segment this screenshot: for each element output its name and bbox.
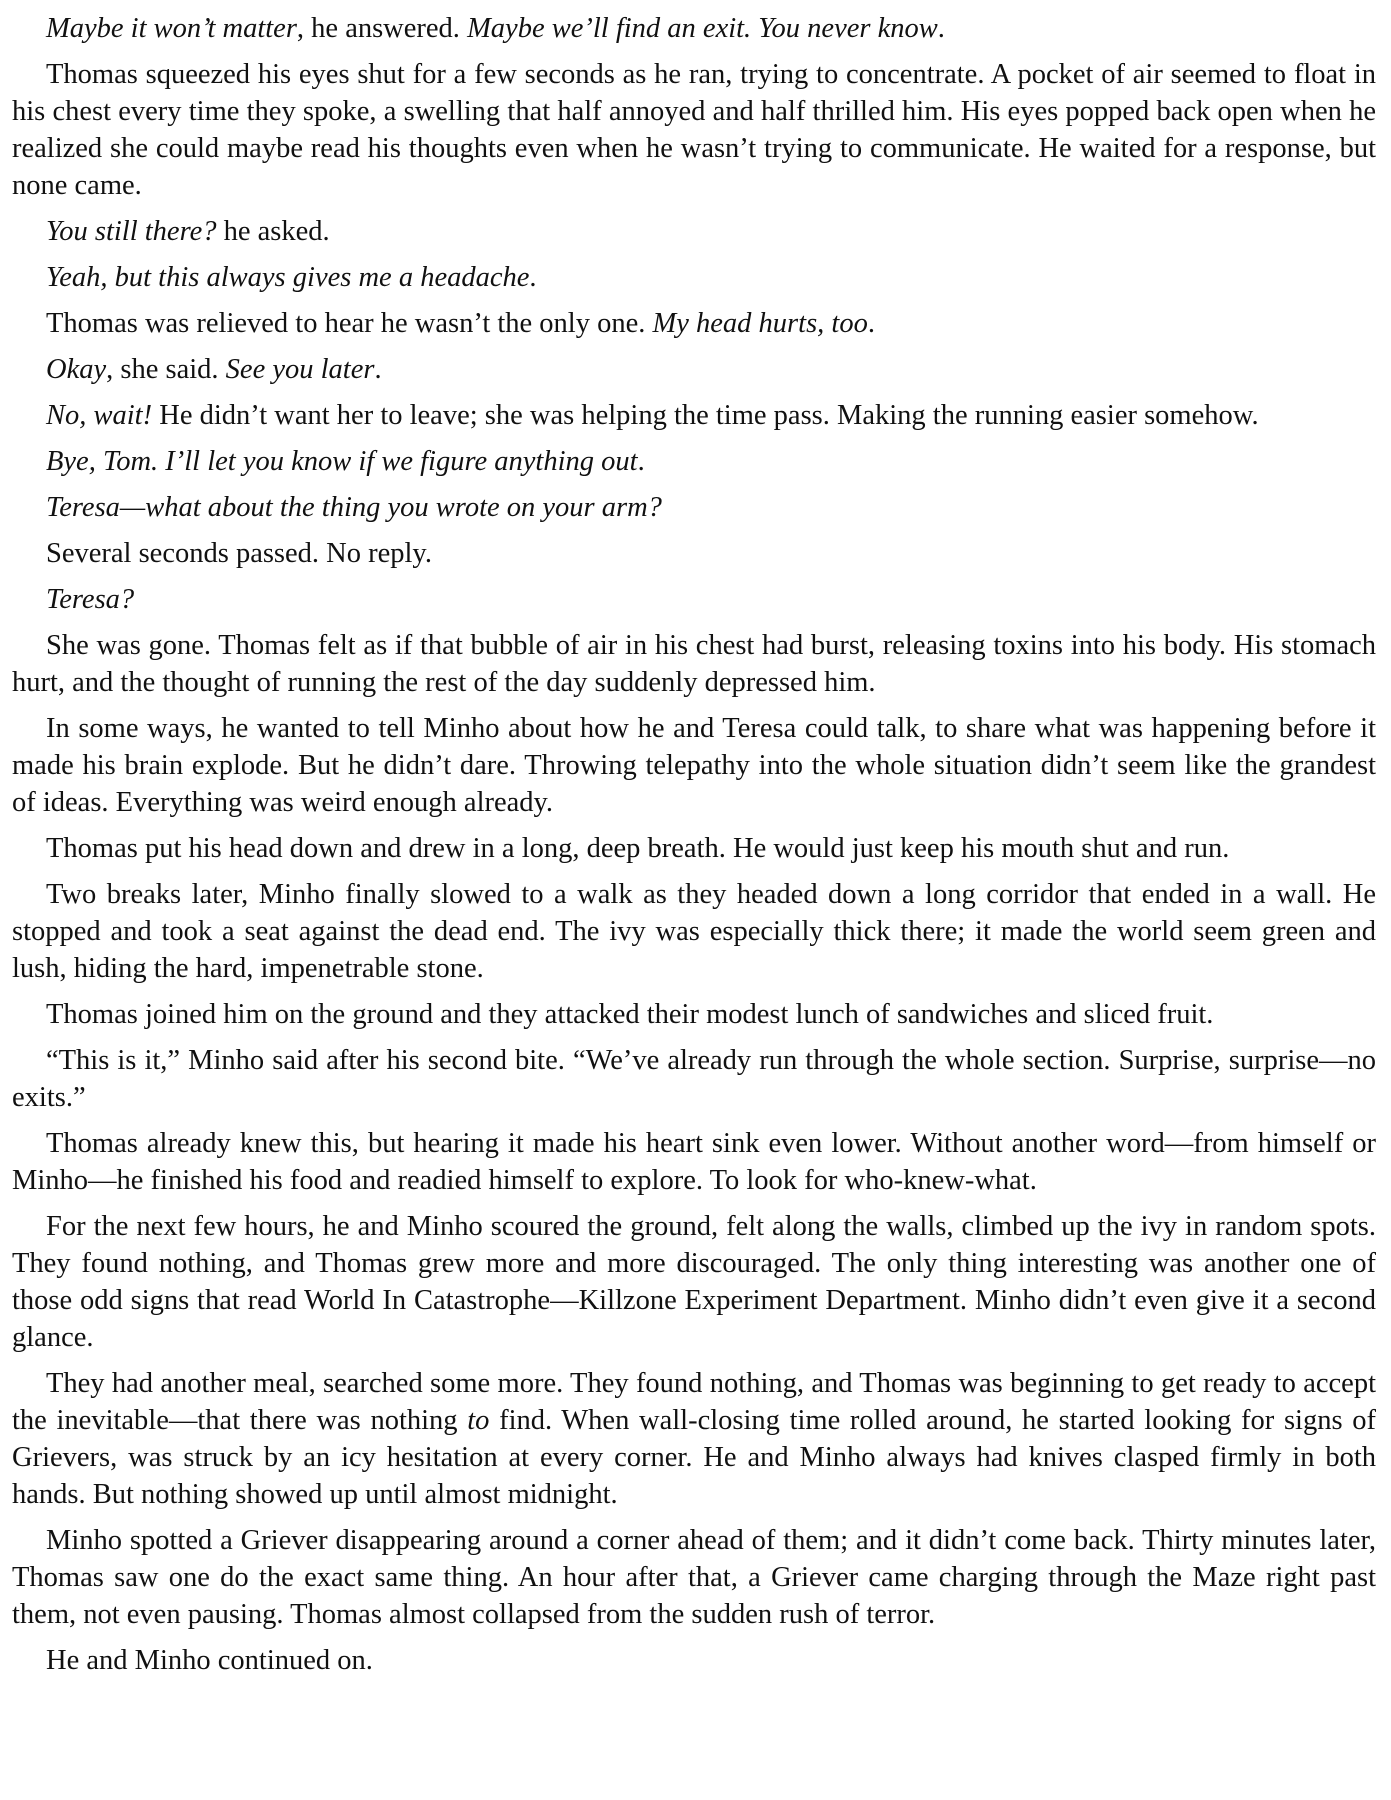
paragraph — [12, 627, 1376, 701]
italic-text: Yeah, but this always gives me a headache — [46, 262, 530, 293]
italic-text: to — [467, 1405, 490, 1436]
text-run: Minho spotted a Griever disappearing around a corner ahead of them; and it didn’t come back. Thirty minutes later, Thomas saw one do the exact same thing. An hour after that, a Griever came charging through the Maze right past them, not even pausing. Thomas almost collapsed from the sudden rush of terror. — [12, 1525, 1376, 1630]
paragraph — [12, 1208, 1376, 1356]
text-run: . — [867, 308, 875, 339]
text-run: She was gone. Thomas felt as if that bubble of air in his chest had burst, releasing toxins into his body. His stomach hurt, and the thought of running the rest of the day suddenly depressed him. — [12, 630, 1376, 698]
italic-text: Teresa—what about the thing you wrote on your arm? — [46, 492, 662, 523]
paragraph — [12, 876, 1376, 987]
text-run: Two breaks later, Minho finally slowed to a walk as they headed down a long corridor that ended in a wall. He stopped and took a seat against the dead end. The ivy was especially thick there; it made the world seem green and lush, hiding the hard, impenetrable stone. — [12, 879, 1376, 984]
text-run: Thomas put his head down and drew in a long, deep breath. He would just keep his mouth shut and run. — [46, 833, 1230, 864]
paragraph — [12, 305, 1376, 342]
paragraph — [12, 1365, 1376, 1513]
paragraph — [12, 213, 1376, 250]
text-run: For the next few hours, he and Minho scoured the ground, felt along the walls, climbed up the ivy in random spots. They found nothing, and Thomas grew more and more discouraged. The only thing interesting was another one of those odd signs that read World In Catastrophe—Killzone Experiment Department. Minho didn’t even give it a second glance. — [12, 1211, 1376, 1353]
italic-text: No, wait! — [46, 400, 153, 431]
paragraph — [12, 259, 1376, 296]
text-run: , she said. — [106, 354, 226, 385]
text-run: he asked. — [216, 216, 330, 247]
paragraph — [12, 443, 1376, 480]
paragraph — [12, 56, 1376, 204]
italic-text: See you later — [225, 354, 375, 385]
italic-text: Maybe we’ll find an exit. You never know — [467, 13, 938, 44]
text-run: He didn’t want her to leave; she was helping the time pass. Making the running easier somehow. — [152, 400, 1259, 431]
text-run: . — [374, 354, 382, 385]
paragraph — [12, 535, 1376, 572]
text-run: Thomas joined him on the ground and they attacked their modest lunch of sandwiches and sliced fruit. — [46, 999, 1214, 1030]
text-run: find. When wall-closing time rolled around, he started looking for signs of Grievers, was struck by an icy hesitation at every corner. He and Minho always had knives clasped firmly in both hands. But nothing showed up until almost midnight. — [12, 1405, 1376, 1510]
paragraph — [12, 1642, 1376, 1679]
text-run: He and Minho continued on. — [46, 1645, 373, 1676]
text-run: Several seconds passed. No reply. — [46, 538, 432, 569]
paragraph — [12, 1042, 1376, 1116]
paragraph — [12, 1125, 1376, 1199]
paragraph — [12, 397, 1376, 434]
paragraph — [12, 1522, 1376, 1633]
paragraph — [12, 10, 1376, 47]
italic-text: You still there? — [46, 216, 217, 247]
italic-text: Okay — [46, 354, 107, 385]
text-run: They had another meal, searched some more. They found nothing, and Thomas was beginning to get ready to accept the inevitable—that there was nothing — [12, 1368, 1376, 1436]
text-run: Thomas was relieved to hear he wasn’t the only one. — [46, 308, 653, 339]
text-run: . — [529, 262, 537, 293]
paragraph — [12, 710, 1376, 821]
text-run: “This is it,” Minho said after his second bite. “We’ve already run through the whole section. Surprise, surprise—no exits.” — [12, 1045, 1376, 1113]
paragraph — [12, 489, 1376, 526]
paragraph — [12, 996, 1376, 1033]
text-run: Thomas already knew this, but hearing it made his heart sink even lower. Without another word—from himself or Minho—he finished his food and readied himself to explore. To look for who-knew-what. — [12, 1128, 1376, 1196]
text-run: . — [937, 13, 945, 44]
italic-text: My head hurts, too — [652, 308, 868, 339]
italic-text: Teresa? — [46, 584, 135, 615]
italic-text: Bye, Tom. I’ll let you know if we figure anything out — [46, 446, 638, 477]
text-run: In some ways, he wanted to tell Minho about how he and Teresa could talk, to share what was happening before it made his brain explode. But he didn’t dare. Throwing telepathy into the whole situation didn’t seem like the grandest of ideas. Everything was weird enough already. — [12, 713, 1376, 818]
italic-text: Maybe it won’t matter — [46, 13, 297, 44]
paragraph — [12, 351, 1376, 388]
text-run: , he answered. — [296, 13, 468, 44]
paragraph — [12, 581, 1376, 618]
text-run: Thomas squeezed his eyes shut for a few seconds as he ran, trying to concentrate. A pocket of air seemed to float in his chest every time they spoke, a swelling that half annoyed and half thrilled him. His eyes popped back open when he realized she could maybe read his thoughts even when he wasn’t trying to communicate. He waited for a response, but none came. — [12, 59, 1376, 201]
paragraph — [12, 830, 1376, 867]
text-run: . — [637, 446, 645, 477]
